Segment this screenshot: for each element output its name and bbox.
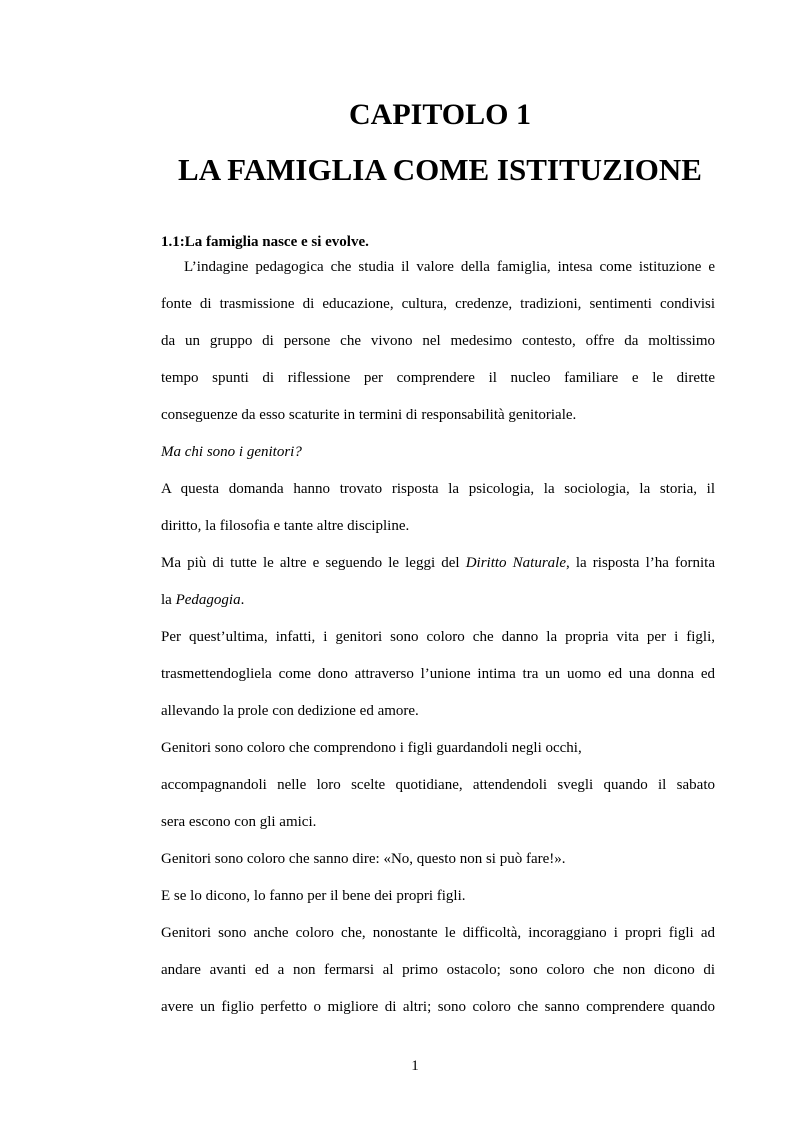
body-line: Per quest’ultima, infatti, i genitori sono coloro che danno la propria vita per i figli,: [161, 629, 715, 645]
body-line: [161, 590, 244, 610]
text-run: Ma più di tutte le altre e seguendo le leggi del: [161, 555, 466, 571]
body-line: conseguenze da esso scaturite in termini di responsabilità genitoriale.: [161, 407, 577, 423]
text-run: .: [240, 592, 245, 608]
body-line: fonte di trasmissione di educazione, cultura, credenze, tradizioni, sentimenti condivisi: [161, 296, 715, 312]
body-line: avere un figlio perfetto o migliore di altri; sono coloro che sanno comprendere quando: [161, 999, 715, 1015]
chapter-number: CAPITOLO 1: [349, 98, 531, 131]
body-line: trasmettendogliela come dono attraverso l’unione intima tra un uomo ed una donna ed: [161, 666, 715, 682]
body-line: sera escono con gli amici.: [161, 814, 317, 830]
section-heading: 1.1:La famiglia nasce e si evolve.: [161, 234, 369, 250]
italic-term: Diritto Naturale: [465, 555, 566, 571]
text-run: la: [161, 592, 176, 608]
body-line-italic-question: [161, 442, 302, 462]
page-number: 1: [411, 1058, 419, 1074]
body-line: tempo spunti di riflessione per comprendere il nucleo familiare e le dirette: [161, 370, 715, 386]
body-line: accompagnandoli nelle loro scelte quotidiane, attendendoli svegli quando il sabato: [161, 777, 715, 793]
body-line: E se lo dicono, lo fanno per il bene dei propri figli.: [161, 888, 466, 904]
body-line: Genitori sono anche coloro che, nonostante le difficoltà, incoraggiano i propri figli ad: [161, 925, 715, 941]
body-line: L’indagine pedagogica che studia il valore della famiglia, intesa come istituzione e: [184, 259, 715, 275]
text-run: , la risposta l’ha fornita: [565, 555, 715, 571]
body-line: [161, 553, 715, 573]
body-line: andare avanti ed a non fermarsi al primo ostacolo; sono coloro che non dicono di: [161, 962, 715, 978]
body-line: Genitori sono coloro che sanno dire: «No, questo non si può fare!».: [161, 851, 566, 867]
italic-term: Pedagogia: [175, 592, 241, 608]
italic-question: Ma chi sono i genitori?: [161, 444, 302, 460]
body-line: diritto, la filosofia e tante altre discipline.: [161, 518, 410, 534]
body-line: allevando la prole con dedizione ed amore.: [161, 703, 419, 719]
body-line: A questa domanda hanno trovato risposta la psicologia, la sociologia, la storia, il: [161, 481, 715, 497]
chapter-title: LA FAMIGLIA COME ISTITUZIONE: [178, 152, 702, 187]
body-line: da un gruppo di persone che vivono nel medesimo contesto, offre da moltissimo: [161, 333, 715, 349]
body-line: Genitori sono coloro che comprendono i figli guardandoli negli occhi,: [161, 740, 582, 756]
